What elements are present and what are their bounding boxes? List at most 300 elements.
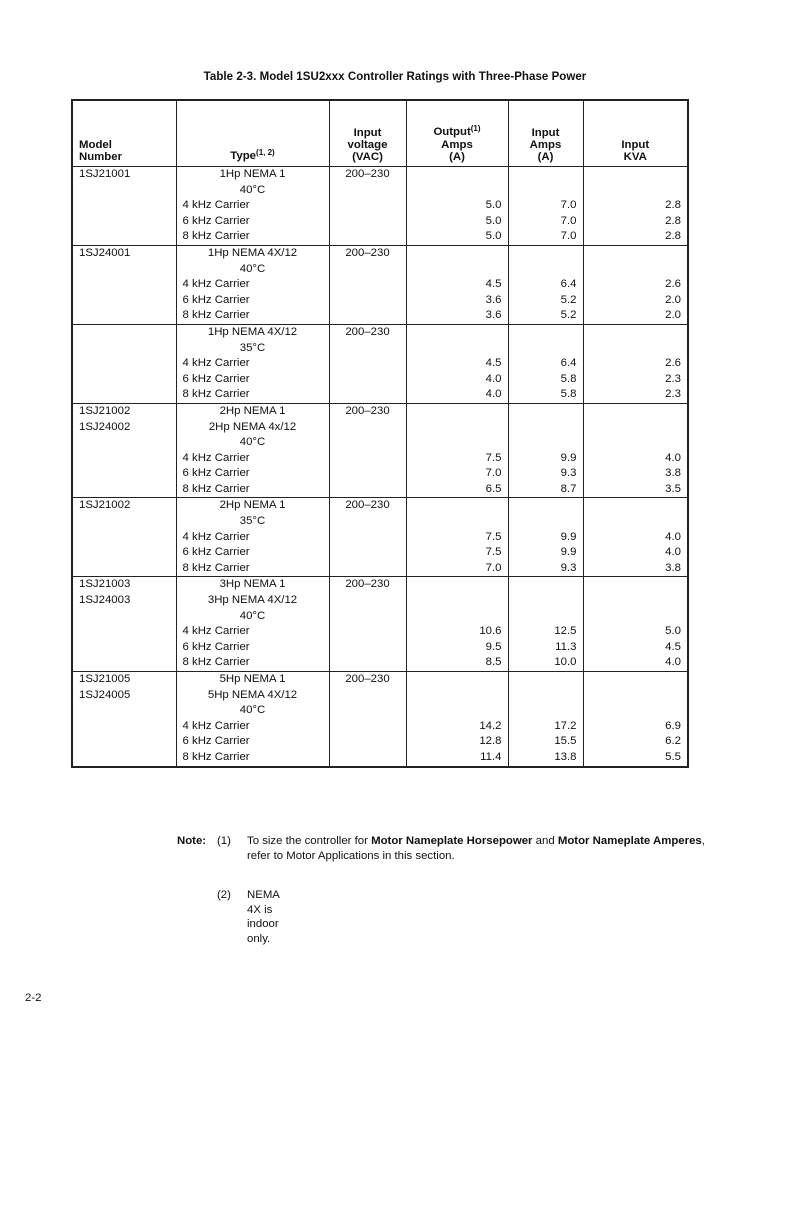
model-number-cell: [72, 514, 176, 530]
input-kva-cell: [583, 498, 688, 514]
model-number-cell: [72, 655, 176, 671]
output-amps-cell: [406, 262, 508, 278]
output-amps-cell: 7.0: [406, 466, 508, 482]
model-number-cell: [72, 324, 176, 340]
table-row: [72, 577, 688, 593]
input-amps-cell: 5.8: [508, 387, 583, 403]
output-amps-cell: [406, 183, 508, 199]
input-voltage-cell: [329, 308, 406, 324]
input-voltage-cell: [329, 293, 406, 309]
input-amps-cell: 17.2: [508, 719, 583, 735]
output-amps-cell: [406, 609, 508, 625]
model-number-cell: [72, 214, 176, 230]
input-voltage-cell: 200–230: [329, 403, 406, 419]
input-kva-cell: [583, 577, 688, 593]
note-1-bold-amps: Motor Nameplate Amperes: [557, 835, 702, 847]
input-voltage-cell: 200–230: [329, 498, 406, 514]
input-kva-cell: [583, 262, 688, 278]
input-amps-cell: [508, 167, 583, 183]
table-row: [72, 609, 688, 625]
output-amps-cell: [406, 593, 508, 609]
table-row: [72, 198, 688, 214]
table-row: [72, 324, 688, 340]
header-output-footnote: (1): [470, 124, 481, 133]
table-row: [72, 672, 688, 688]
input-voltage-cell: [329, 183, 406, 199]
output-amps-cell: 5.0: [406, 214, 508, 230]
input-amps-cell: [508, 593, 583, 609]
model-number-cell: [72, 451, 176, 467]
input-amps-cell: 5.2: [508, 308, 583, 324]
header-input-amps: [508, 100, 583, 167]
output-amps-cell: 4.0: [406, 387, 508, 403]
input-voltage-cell: 200–230: [329, 577, 406, 593]
input-amps-cell: 10.0: [508, 655, 583, 671]
input-amps-cell: 5.2: [508, 293, 583, 309]
header-kva-line2: KVA: [623, 151, 647, 163]
header-iv-line3: (VAC): [352, 151, 383, 163]
input-amps-cell: 9.9: [508, 530, 583, 546]
input-voltage-cell: [329, 688, 406, 704]
input-amps-cell: 9.3: [508, 466, 583, 482]
input-kva-cell: 2.8: [583, 229, 688, 245]
type-cell: 40°C: [176, 262, 329, 278]
input-kva-cell: 2.8: [583, 198, 688, 214]
model-number-cell: 1SJ24001: [72, 245, 176, 261]
input-voltage-cell: [329, 341, 406, 357]
output-amps-cell: 5.0: [406, 198, 508, 214]
type-cell: 8 kHz Carrier: [176, 387, 329, 403]
output-amps-cell: 5.0: [406, 229, 508, 245]
input-amps-cell: [508, 672, 583, 688]
table-row: [72, 514, 688, 530]
type-cell: 4 kHz Carrier: [176, 356, 329, 372]
input-voltage-cell: [329, 277, 406, 293]
input-amps-cell: 9.3: [508, 561, 583, 577]
input-amps-cell: [508, 609, 583, 625]
type-cell: 5Hp NEMA 4X/12: [176, 688, 329, 704]
model-number-cell: 1SJ24003: [72, 593, 176, 609]
type-cell: 3Hp NEMA 4X/12: [176, 593, 329, 609]
table-row: [72, 403, 688, 419]
table-row: [72, 293, 688, 309]
model-number-cell: [72, 719, 176, 735]
model-number-cell: [72, 435, 176, 451]
input-kva-cell: 2.3: [583, 387, 688, 403]
input-amps-cell: [508, 245, 583, 261]
input-voltage-cell: [329, 420, 406, 436]
model-number-cell: [72, 293, 176, 309]
header-model-number: [72, 100, 176, 167]
model-number-cell: 1SJ24002: [72, 420, 176, 436]
input-amps-cell: [508, 183, 583, 199]
header-oa-line1: Output: [433, 126, 471, 138]
input-amps-cell: [508, 324, 583, 340]
model-number-cell: [72, 308, 176, 324]
table-row: [72, 214, 688, 230]
header-input-voltage: [329, 100, 406, 167]
output-amps-cell: 3.6: [406, 293, 508, 309]
table-row: [72, 341, 688, 357]
model-number-cell: [72, 356, 176, 372]
input-voltage-cell: [329, 262, 406, 278]
header-ia-line3: (A): [537, 151, 554, 163]
output-amps-cell: [406, 672, 508, 688]
model-number-cell: [72, 277, 176, 293]
table-row: [72, 498, 688, 514]
table-row: [72, 688, 688, 704]
output-amps-cell: 6.5: [406, 482, 508, 498]
model-number-cell: [72, 229, 176, 245]
input-voltage-cell: [329, 734, 406, 750]
input-amps-cell: 9.9: [508, 545, 583, 561]
type-cell: 1Hp NEMA 1: [176, 167, 329, 183]
input-kva-cell: 5.0: [583, 624, 688, 640]
input-voltage-cell: [329, 514, 406, 530]
model-number-cell: 1SJ24005: [72, 688, 176, 704]
output-amps-cell: 7.5: [406, 545, 508, 561]
rating-block: [72, 672, 688, 767]
table-row: [72, 466, 688, 482]
output-amps-cell: 14.2: [406, 719, 508, 735]
model-number-cell: 1SJ21002: [72, 498, 176, 514]
header-type-footnote: (1, 2): [256, 148, 275, 157]
model-number-cell: [72, 561, 176, 577]
header-iv-line2: voltage: [347, 139, 388, 151]
table-row: [72, 640, 688, 656]
ratings-table: [71, 99, 689, 768]
output-amps-cell: [406, 167, 508, 183]
output-amps-cell: 10.6: [406, 624, 508, 640]
input-kva-cell: [583, 341, 688, 357]
header-iv-line1: Input: [353, 127, 382, 139]
note-1-number: (1): [217, 835, 231, 847]
input-amps-cell: [508, 514, 583, 530]
input-kva-cell: 2.0: [583, 308, 688, 324]
note-2-text: NEMA 4X is indoor only.: [247, 889, 280, 945]
input-amps-cell: [508, 577, 583, 593]
table-row: [72, 750, 688, 767]
output-amps-cell: [406, 420, 508, 436]
input-kva-cell: [583, 403, 688, 419]
input-voltage-cell: [329, 561, 406, 577]
input-voltage-cell: [329, 229, 406, 245]
model-number-cell: [72, 545, 176, 561]
input-amps-cell: 8.7: [508, 482, 583, 498]
table-row: [72, 435, 688, 451]
table-row: [72, 482, 688, 498]
table-row: [72, 262, 688, 278]
input-voltage-cell: [329, 530, 406, 546]
input-voltage-cell: [329, 214, 406, 230]
table-row: [72, 372, 688, 388]
type-cell: 8 kHz Carrier: [176, 482, 329, 498]
model-number-cell: [72, 466, 176, 482]
input-amps-cell: [508, 435, 583, 451]
type-cell: 4 kHz Carrier: [176, 451, 329, 467]
table-row: [72, 655, 688, 671]
input-voltage-cell: [329, 593, 406, 609]
output-amps-cell: 8.5: [406, 655, 508, 671]
type-cell: 1Hp NEMA 4X/12: [176, 245, 329, 261]
input-amps-cell: 6.4: [508, 356, 583, 372]
page-number: 2-2: [25, 992, 42, 1004]
input-kva-cell: 4.0: [583, 545, 688, 561]
table-row: [72, 703, 688, 719]
type-cell: 40°C: [176, 183, 329, 199]
output-amps-cell: [406, 703, 508, 719]
type-cell: 6 kHz Carrier: [176, 214, 329, 230]
header-ia-line2: Amps: [529, 139, 562, 151]
input-kva-cell: 6.2: [583, 734, 688, 750]
input-kva-cell: [583, 183, 688, 199]
type-cell: 35°C: [176, 514, 329, 530]
input-kva-cell: 2.6: [583, 356, 688, 372]
type-cell: 40°C: [176, 435, 329, 451]
input-amps-cell: 7.0: [508, 214, 583, 230]
input-kva-cell: 3.5: [583, 482, 688, 498]
input-voltage-cell: [329, 387, 406, 403]
output-amps-cell: [406, 435, 508, 451]
input-voltage-cell: [329, 545, 406, 561]
input-voltage-cell: 200–230: [329, 672, 406, 688]
table-row: [72, 451, 688, 467]
input-amps-cell: 11.3: [508, 640, 583, 656]
table-row: [72, 624, 688, 640]
type-cell: 8 kHz Carrier: [176, 308, 329, 324]
table-row: [72, 167, 688, 183]
model-number-cell: [72, 640, 176, 656]
input-kva-cell: [583, 609, 688, 625]
output-amps-cell: 11.4: [406, 750, 508, 767]
input-amps-cell: [508, 262, 583, 278]
input-amps-cell: 5.8: [508, 372, 583, 388]
output-amps-cell: 7.0: [406, 561, 508, 577]
input-voltage-cell: 200–230: [329, 245, 406, 261]
type-cell: 40°C: [176, 703, 329, 719]
type-cell: 8 kHz Carrier: [176, 655, 329, 671]
note-1-part-e: , refer to Motor Applications in this section.: [247, 835, 705, 862]
input-kva-cell: 4.5: [583, 640, 688, 656]
input-kva-cell: 2.8: [583, 214, 688, 230]
output-amps-cell: 4.0: [406, 372, 508, 388]
input-amps-cell: 7.0: [508, 229, 583, 245]
rating-block: [72, 245, 688, 324]
rating-block: [72, 324, 688, 403]
output-amps-cell: 7.5: [406, 530, 508, 546]
output-amps-cell: [406, 514, 508, 530]
note-1-part-c: and: [532, 835, 558, 847]
type-cell: 8 kHz Carrier: [176, 561, 329, 577]
type-cell: 4 kHz Carrier: [176, 624, 329, 640]
output-amps-cell: [406, 324, 508, 340]
output-amps-cell: [406, 341, 508, 357]
input-voltage-cell: [329, 719, 406, 735]
input-voltage-cell: [329, 198, 406, 214]
input-amps-cell: 9.9: [508, 451, 583, 467]
table-row: [72, 356, 688, 372]
model-number-cell: [72, 750, 176, 767]
model-number-cell: 1SJ21003: [72, 577, 176, 593]
input-kva-cell: 4.0: [583, 451, 688, 467]
input-amps-cell: [508, 341, 583, 357]
input-kva-cell: 2.0: [583, 293, 688, 309]
type-cell: 6 kHz Carrier: [176, 734, 329, 750]
output-amps-cell: 7.5: [406, 451, 508, 467]
model-number-cell: [72, 703, 176, 719]
table-row: [72, 229, 688, 245]
type-cell: 4 kHz Carrier: [176, 277, 329, 293]
input-kva-cell: 4.0: [583, 530, 688, 546]
input-kva-cell: [583, 593, 688, 609]
table-row: [72, 545, 688, 561]
type-cell: 6 kHz Carrier: [176, 640, 329, 656]
model-number-cell: [72, 372, 176, 388]
header-row: [72, 100, 688, 167]
input-voltage-cell: [329, 609, 406, 625]
model-number-cell: [72, 387, 176, 403]
table-row: [72, 593, 688, 609]
model-number-cell: [72, 624, 176, 640]
model-number-cell: [72, 262, 176, 278]
input-voltage-cell: [329, 482, 406, 498]
type-cell: 2Hp NEMA 1: [176, 498, 329, 514]
input-voltage-cell: [329, 750, 406, 767]
input-kva-cell: [583, 324, 688, 340]
model-number-cell: 1SJ21005: [72, 672, 176, 688]
input-kva-cell: [583, 167, 688, 183]
input-amps-cell: 15.5: [508, 734, 583, 750]
model-number-cell: [72, 734, 176, 750]
input-voltage-cell: [329, 624, 406, 640]
type-cell: 5Hp NEMA 1: [176, 672, 329, 688]
model-number-cell: 1SJ21001: [72, 167, 176, 183]
output-amps-cell: [406, 245, 508, 261]
header-type: [176, 100, 329, 167]
input-voltage-cell: [329, 466, 406, 482]
header-output-amps: [406, 100, 508, 167]
type-cell: 6 kHz Carrier: [176, 372, 329, 388]
type-cell: 6 kHz Carrier: [176, 293, 329, 309]
table-row: [72, 387, 688, 403]
note-1-text: [247, 834, 707, 863]
model-number-cell: [72, 341, 176, 357]
input-voltage-cell: 200–230: [329, 167, 406, 183]
header-ia-line1: Input: [531, 127, 560, 139]
input-kva-cell: 2.3: [583, 372, 688, 388]
table-row: [72, 734, 688, 750]
note-1-bold-hp: Motor Nameplate Horsepower: [371, 835, 533, 847]
input-kva-cell: 3.8: [583, 466, 688, 482]
output-amps-cell: [406, 498, 508, 514]
input-amps-cell: 6.4: [508, 277, 583, 293]
input-kva-cell: [583, 514, 688, 530]
input-voltage-cell: [329, 451, 406, 467]
note-1-part-a: To size the controller for: [247, 835, 372, 847]
header-model-line2: Number: [79, 151, 123, 163]
model-number-cell: 1SJ21002: [72, 403, 176, 419]
output-amps-cell: 12.8: [406, 734, 508, 750]
type-cell: 1Hp NEMA 4X/12: [176, 324, 329, 340]
note-label: Note:: [177, 835, 207, 847]
type-cell: 8 kHz Carrier: [176, 229, 329, 245]
input-kva-cell: [583, 420, 688, 436]
table-row: [72, 530, 688, 546]
input-kva-cell: [583, 245, 688, 261]
table-row: [72, 183, 688, 199]
rating-block: [72, 498, 688, 577]
input-amps-cell: 13.8: [508, 750, 583, 767]
output-amps-cell: [406, 577, 508, 593]
input-kva-cell: 3.8: [583, 561, 688, 577]
table-row: [72, 719, 688, 735]
type-cell: 6 kHz Carrier: [176, 545, 329, 561]
input-kva-cell: [583, 703, 688, 719]
input-amps-cell: [508, 688, 583, 704]
input-voltage-cell: [329, 655, 406, 671]
note-2-number: (2): [217, 889, 231, 901]
type-cell: 3Hp NEMA 1: [176, 577, 329, 593]
rating-block: [72, 577, 688, 672]
type-cell: 2Hp NEMA 4x/12: [176, 420, 329, 436]
type-cell: 35°C: [176, 341, 329, 357]
type-cell: 6 kHz Carrier: [176, 466, 329, 482]
type-cell: 4 kHz Carrier: [176, 719, 329, 735]
table-row: [72, 245, 688, 261]
output-amps-cell: 4.5: [406, 356, 508, 372]
model-number-cell: [72, 198, 176, 214]
rating-block: [72, 403, 688, 498]
header-model-line1: Model: [79, 139, 112, 151]
input-kva-cell: 4.0: [583, 655, 688, 671]
input-voltage-cell: [329, 435, 406, 451]
output-amps-cell: 9.5: [406, 640, 508, 656]
model-number-cell: [72, 530, 176, 546]
type-cell: 4 kHz Carrier: [176, 198, 329, 214]
output-amps-cell: [406, 403, 508, 419]
model-number-cell: [72, 183, 176, 199]
table-row: [72, 420, 688, 436]
type-cell: 8 kHz Carrier: [176, 750, 329, 767]
input-voltage-cell: 200–230: [329, 324, 406, 340]
input-amps-cell: [508, 403, 583, 419]
input-kva-cell: [583, 688, 688, 704]
table-title: Table 2-3. Model 1SU2xxx Controller Ratings with Three-Phase Power: [203, 71, 587, 83]
input-voltage-cell: [329, 372, 406, 388]
header-oa-line2: Amps: [441, 139, 473, 151]
model-number-cell: [72, 609, 176, 625]
input-voltage-cell: [329, 356, 406, 372]
table-row: [72, 277, 688, 293]
input-amps-cell: 12.5: [508, 624, 583, 640]
input-voltage-cell: [329, 640, 406, 656]
output-amps-cell: 3.6: [406, 308, 508, 324]
input-kva-cell: 6.9: [583, 719, 688, 735]
type-cell: 2Hp NEMA 1: [176, 403, 329, 419]
table-row: [72, 308, 688, 324]
input-amps-cell: [508, 703, 583, 719]
header-type-label: Type: [230, 150, 257, 162]
header-input-kva: [583, 100, 688, 167]
input-kva-cell: [583, 435, 688, 451]
input-amps-cell: 7.0: [508, 198, 583, 214]
input-kva-cell: 5.5: [583, 750, 688, 767]
input-amps-cell: [508, 498, 583, 514]
type-cell: 4 kHz Carrier: [176, 530, 329, 546]
header-kva-line1: Input: [621, 139, 650, 151]
table-row: [72, 561, 688, 577]
input-amps-cell: [508, 420, 583, 436]
